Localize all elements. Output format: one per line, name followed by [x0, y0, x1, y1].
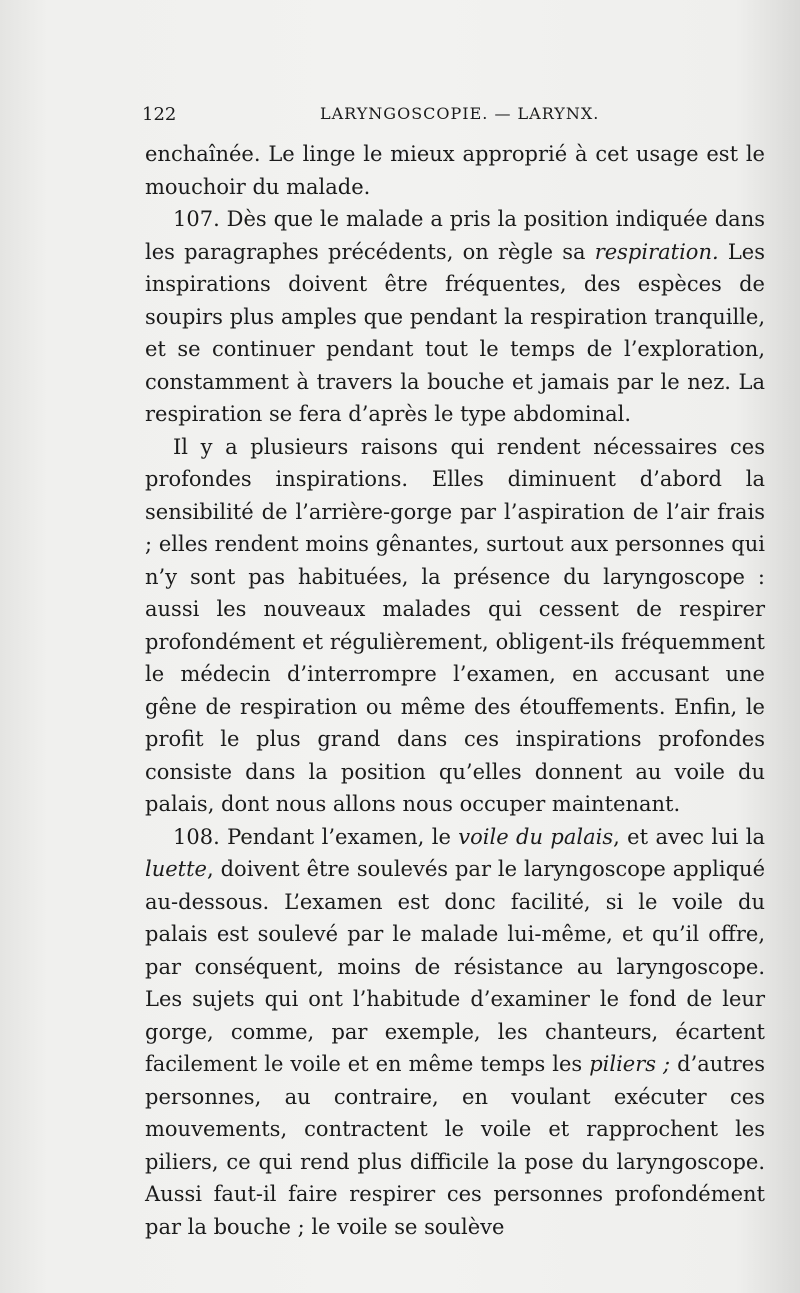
paragraph-text: Dès que le malade a pris la position indiquée dans les paragraphes précédents, on règle sa [145, 207, 765, 264]
paragraph-text: Pendant l’examen, le [219, 824, 459, 849]
emphasis-luette: luette [145, 857, 207, 881]
paragraph-text: , et avec lui la [613, 824, 765, 849]
paragraph-text: d’autres personnes, au contraire, en voulant exécuter ces mouvements, contractent le voile et rapprochent les piliers, ce qui rend plus difficile la pose du laryngoscope. Aussi faut-il faire respirer ces personnes profondément par la bouche ; le voile se soulève [145, 1052, 765, 1239]
paragraph-text: , doivent être soulevés par le laryngoscope appliqué au-dessous. L’examen est donc facilité, si le voile du palais est soulevé par le malade lui-même, et qu’il offre, par conséquent, moins de résistance au laryngoscope. Les sujets qui ont l’habitude d’examiner le fond de leur gorge, comme, par exemple, les chanteurs, écartent facilement le voile et en même temps les [145, 857, 765, 1076]
paragraph-108 [145, 821, 765, 1244]
paragraph-107 [145, 203, 765, 431]
emphasis-piliers: piliers ; [589, 1052, 671, 1076]
paragraph-continuation: enchaînée. Le linge le mieux approprié à cet usage est le mouchoir du malade. [145, 142, 765, 199]
page-header [142, 104, 762, 134]
body-text [145, 138, 765, 1243]
running-head: LARYNGOSCOPIE. — LARYNX. [320, 104, 600, 123]
paragraph-number: 108. [173, 824, 220, 849]
paragraph-text: Les inspirations doivent être fréquentes, des espèces de soupirs plus amples que pendant la respiration tranquille, et se continuer pendant tout le temps de l’exploration, constamment à travers la bouche et jamais par le nez. La respiration se fera d’après le type abdominal. [145, 239, 765, 426]
paragraph-number: 107. [173, 207, 220, 231]
emphasis-respiration: respiration. [594, 239, 719, 264]
paragraph-reasons: Il y a plusieurs raisons qui rendent nécessaires ces profondes inspirations. Elles diminuent d’abord la sensibilité de l’arrière-gorge par l’aspiration de l’air frais ; elles rendent moins gênantes, surtout aux personnes qui n’y sont pas habituées, la présence du laryngoscope : aussi les nouveaux malades qui cessent de respirer profondément et régulièrement, obligent-ils fréquemment le médecin d’interrompre l’examen, en accusant une gêne de respiration ou même des étouffements. Enfin, le profit le plus grand dans ces inspirations profondes consiste dans la position qu’elles donnent au voile du palais, dont nous allons nous occuper maintenant. [145, 434, 765, 816]
emphasis-voile-du-palais: voile du palais [458, 824, 614, 849]
page-number: 122 [142, 104, 177, 125]
